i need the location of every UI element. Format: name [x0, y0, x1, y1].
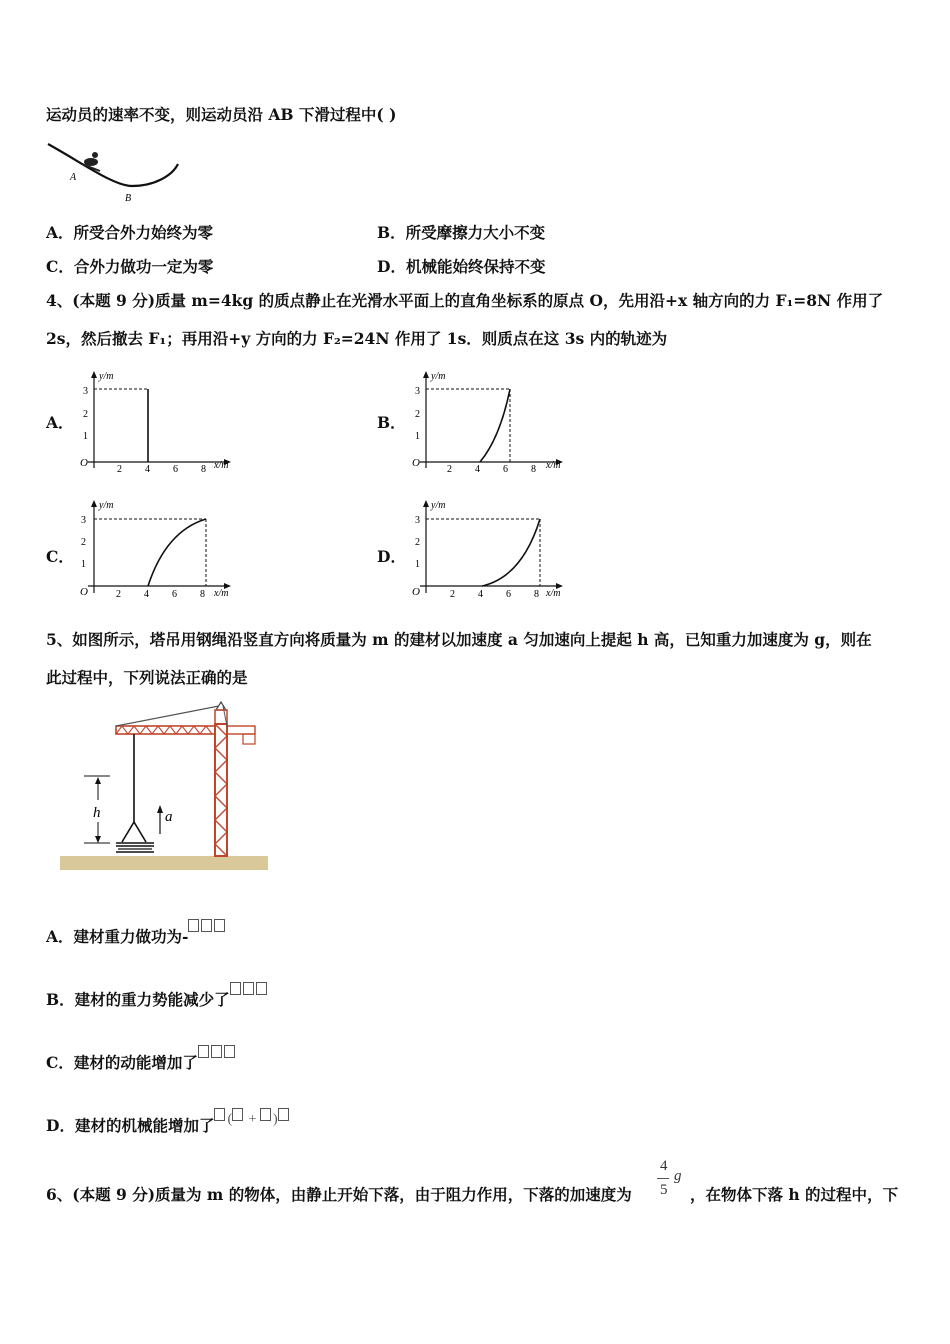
- h-label: h: [93, 805, 101, 821]
- y-tick: 3: [83, 386, 88, 397]
- formula-placeholder: [198, 1045, 237, 1064]
- x-tick: 2: [116, 589, 121, 600]
- q5-option-a[interactable]: [46, 919, 227, 947]
- q3-stem-tail: 运动员的速率不变，则运动员沿 AB 下滑过程中( ): [46, 105, 397, 124]
- q4-stem-line2: 2s，然后撤去 F₁；再用沿+y 方向的力 F₂=24N 作用了 1s．则质点在这 3s 内的轨迹为: [46, 329, 668, 348]
- q4-option-c-label[interactable]: C．: [46, 547, 74, 566]
- q5-crane-figure: [58, 700, 272, 876]
- x-tick: 6: [173, 464, 178, 475]
- q4-graph-a[interactable]: [74, 368, 244, 478]
- x-tick: 4: [145, 464, 150, 475]
- y-tick: 1: [83, 431, 88, 442]
- q5-option-a-text: A．建材重力做功为-: [46, 927, 189, 946]
- q6-stem-end: ，在物体下落 h 的过程中，下: [690, 1185, 899, 1204]
- q5-option-d-text: D．建材的机械能增加了: [46, 1116, 215, 1135]
- ground: [60, 856, 268, 870]
- y-axis-label: y/m: [99, 371, 114, 382]
- y-tick: 1: [415, 431, 420, 442]
- x-tick: 2: [447, 464, 452, 475]
- y-axis-label: y/m: [99, 500, 114, 511]
- y-tick: 2: [83, 409, 88, 420]
- x-tick: 8: [534, 589, 539, 600]
- formula-placeholder: [230, 982, 269, 1001]
- x-tick: 4: [478, 589, 483, 600]
- q4-graph-c[interactable]: [74, 497, 244, 607]
- q3-slope-figure: [44, 138, 184, 208]
- y-axis-label: y/m: [431, 500, 446, 511]
- q5-option-d[interactable]: [46, 1108, 291, 1136]
- x-axis-label: x/m: [546, 588, 561, 599]
- q5-option-b[interactable]: [46, 982, 269, 1010]
- trajectory-curve: [480, 389, 510, 462]
- q3-option-b[interactable]: B．所受摩擦力大小不变: [377, 223, 546, 242]
- x-tick: 6: [506, 589, 511, 600]
- building-material: [116, 843, 154, 852]
- crane-jib: [116, 706, 255, 744]
- formula-placeholder: [188, 919, 227, 938]
- trajectory-curve: [148, 519, 206, 586]
- q5-option-c-text: C．建材的动能增加了: [46, 1053, 198, 1072]
- y-tick: 3: [415, 515, 420, 526]
- x-tick: 4: [144, 589, 149, 600]
- y-tick: 3: [81, 515, 86, 526]
- x-axis-label: x/m: [546, 460, 561, 471]
- q5-stem-line1: 5、如图所示，塔吊用钢绳沿竖直方向将质量为 m 的建材以加速度 a 匀加速向上提起 h 高，已知重力加速度为 g，则在: [46, 630, 872, 649]
- acceleration-arrow: [157, 805, 173, 834]
- x-axis-label: x/m: [214, 588, 229, 599]
- height-dimension: [84, 776, 110, 843]
- y-tick: 2: [415, 537, 420, 548]
- skier-icon: [82, 152, 100, 171]
- x-tick: 8: [200, 589, 205, 600]
- q4-option-b-label[interactable]: B．: [377, 413, 406, 432]
- y-tick: 2: [81, 537, 86, 548]
- q4-stem-line1: 4、(本题 9 分)质量 m=4kg 的质点静止在光滑水平面上的直角坐标系的原点 O，先用沿+x 轴方向的力 F₁=8N 作用了: [46, 291, 884, 310]
- q5-option-c[interactable]: [46, 1045, 237, 1073]
- point-b-label: B: [125, 193, 132, 204]
- q6-stem-start: 6、(本题 9 分)质量为 m 的物体，由静止开始下落，由于阻力作用，下落的加速度为: [46, 1185, 632, 1204]
- fraction-numerator: 4: [660, 1158, 668, 1174]
- y-axis-label: y/m: [431, 371, 446, 382]
- y-tick: 3: [415, 386, 420, 397]
- x-tick: 8: [201, 464, 206, 475]
- q3-option-c[interactable]: C．合外力做功一定为零: [46, 257, 214, 276]
- x-tick: 2: [117, 464, 122, 475]
- q4-graph-d[interactable]: [406, 497, 576, 607]
- x-tick: 2: [450, 589, 455, 600]
- origin-label: O: [412, 586, 420, 598]
- origin-label: O: [80, 457, 88, 469]
- origin-label: O: [412, 457, 420, 469]
- point-a-label: A: [70, 172, 77, 183]
- formula-placeholder: ( + ): [214, 1108, 290, 1128]
- q5-option-b-text: B．建材的重力势能减少了: [46, 990, 230, 1009]
- fraction-denominator: 5: [660, 1182, 668, 1198]
- q4-option-a-label[interactable]: A．: [46, 413, 74, 432]
- q4-graph-b[interactable]: [406, 368, 576, 478]
- origin-label: O: [80, 586, 88, 598]
- y-tick: 1: [81, 559, 86, 570]
- x-tick: 4: [475, 464, 480, 475]
- x-tick: 6: [172, 589, 177, 600]
- q3-option-d[interactable]: D．机械能始终保持不变: [377, 257, 546, 276]
- x-tick: 6: [503, 464, 508, 475]
- a-label: a: [165, 809, 173, 825]
- crane-tower: [215, 702, 227, 856]
- q5-stem-line2: 此过程中，下列说法正确的是: [46, 668, 248, 687]
- q4-option-d-label[interactable]: D．: [377, 547, 406, 566]
- trajectory-curve: [482, 519, 540, 586]
- x-axis-label: x/m: [214, 460, 229, 471]
- y-tick: 2: [415, 409, 420, 420]
- y-tick: 1: [415, 559, 420, 570]
- fraction-variable: g: [674, 1168, 682, 1184]
- q3-option-a[interactable]: A．所受合外力始终为零: [46, 223, 214, 242]
- x-tick: 8: [531, 464, 536, 475]
